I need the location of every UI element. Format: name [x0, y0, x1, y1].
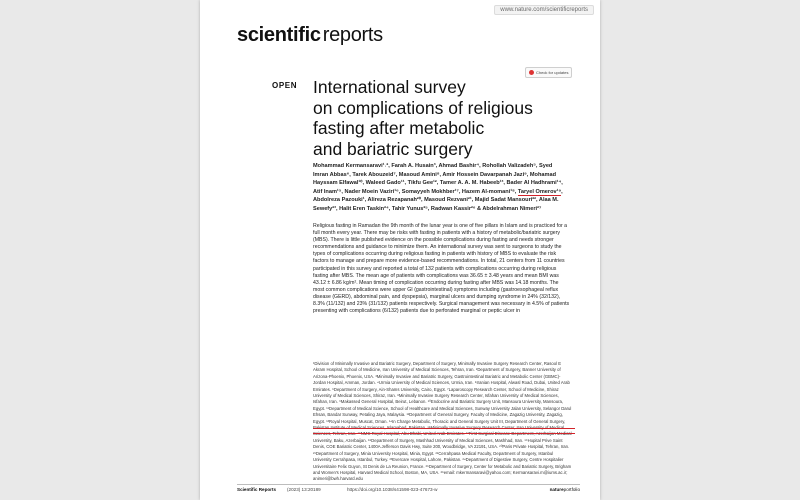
affiliations: ¹Division of Minimally Invasive and Bariatric Surgery, Department of Surgery, Minimally Invasive Surgery Research Center, Rasool E Akram Hospital, School of Medicine, Iran University of Medical Sciences, Tehran, Iran. ²Department of Surgery, Banner University of Arizona-Phoenix, Phoenix, USA. ³Minimally Invasive and Bariatric Surgery, Gastrointestinal Bariatric and Metabolic Center (GBMC)-Jordan Hospital, Amman, Jordan. ⁴Urmia University of Medical Sciences, Urmia, Iran. ⁵Iranian Hospital, Alwasl Road, Dubai, United Arab Emirates. ⁶Department of Surgery, Ain-Shams University, Cairo, Egypt. ⁷Laparoscopy Research Center, School of Medicine, Shiraz University of Medical Sciences, Shiraz, Iran. ⁸Minimally Invasive Surgery Research Center, Isfahan University of Medical Sciences, Isfahan, Iran. ⁹Makassed General Hospital, Beirut, Lebanon. ¹⁰Endocrine and Bariatric Surgery Unit, Mansoura University, Mansoura, Egypt. ¹¹Department of Medical Science, School of Healthcare and Medical Sciences, Sunway University Jalan University, Selangor Darul Ehsan, Bandar Sunway, Petaling Jaya, Malaysia. ¹²Department of General Surgery, Faculty of Medicine, Zagazig University, Zagazig, Egypt. ¹³Royal Hospital, Muscat, Oman. ¹⁴In Charge Metabolic, Thoracic and General Surgery Unit III, Department of General Surgery, Pakistan Institute of Medical Sciences, Islamabad, Pakistan. ¹⁵Minimally Invasive Surgery Research Center, Iran University of Medical Sciences, Tehran, Iran. ¹⁶NMC Royal Hospital, Abu Dhabi, United Arab Emirates. ¹⁷First Surgical Disease Department, Azerbaijan Medical University, Baku, Azerbaijan. ¹⁸Department of Surgery, Mashhad University of Medical Sciences, Mashhad, Iran. ¹⁹Hopital Prive Saint Denis, COE Bariatric Center, 1400A Jefferson Davis Hwy, Suite 200, Woodbridge, VA 22191, USA. ²⁰Paris Private Hospital, Tehran, Iran. ²¹Department of Surgery, Minia University Hospital, Minia, Egypt. ²²Cerrahpasa Medical Faculty, Department of Surgery, Istanbul University Cerrahpasa, Istanbul, Turkey. ²³Evercare Hospital, Lahore, Pakistan. ²⁴Department of Digestive Surgery, Centre Hospitalier Universitaire Felix Guyon, St Denis de La Reunion, France. ²⁵Department of Surgery, Center for Metabolic and Bariatric Surgery, Brigham and Women's Hospital, Harvard Medical School, Boston, MA, USA. ²⁶email: mkermansaravi@yahoo.com; Kermansaravi.m@iums.ac.ir; animeri@bwh.harvard.edu [313, 361, 572, 482]
pdf-page [200, 0, 600, 500]
abstract: Religious fasting in Ramadan the 9th month of the lunar year is one of five pillars in Islam and is practiced for a full month every year. There may be risks with fasting in patients with a history of metabolic/bariatric surgery (MBS). There is little published evidence on the possible complications during fasting and needs stronger recommendations and guidance to minimize them. An international survey was sent to surgeons to study the types of complications occurring during religious fasting in patients with history of MBS to evaluate the risk factors to manage and prepare more evidence-based recommendations. In total, 21 centers from 11 countries participated in this survey and reported a total of 132 patients with complications occurring during religious fasting after MBS. The mean age of patients with complications was 36.65 ± 3.48 years and mean BMI was 43.12 ± 6.86 kg/m². Mean timing of complication occurring during fasting after MBS was 14.18 months. The most common complications were upper GI (gastrointestinal) symptoms including (gastroesophageal reflux disease (GERD), abdominal pain, and dyspepsia), marginal ulcers and dumping syndrome in 24% (32/132), 8.3% (11/132) and 23% (31/132) patients respectively. Surgical management was necessary in 4.5% of patients presenting with complications (6/132) patients due to perforated marginal or peptic ulcer in [313, 223, 570, 315]
publisher-bold: nature [549, 487, 564, 492]
footer-divider [237, 484, 580, 485]
title-line: and bariatric surgery [313, 138, 473, 159]
footer-journal: Scientific Reports [237, 487, 277, 492]
check-for-updates-label: Check for updates [536, 70, 569, 75]
title-line: on complications of religious [313, 97, 533, 118]
authors-part-2: , Abdolreza Pazouki¹, Alireza Rezapanah²⁰, Masoud Rezvani²¹, Majid Sadat Mansouri²², Alaa M. Sewefy²³, Halit Eren Taskin²⁴, Tahir Yunus²⁵, Radwan Kassir²⁶ & Abdelrahman Nimeri²⁷ [313, 188, 563, 212]
footer-citation: (2023) 13:20189 [287, 487, 321, 492]
open-access-label: OPEN [272, 81, 298, 90]
authors-part-1: Mohammad Kermansaravi¹˒², Farah A. Husain³, Ahmad Bashir⁴, Rohollah Valizadeh⁵, Syed Imran Abbas⁶, Tarek Abouzeid⁷, Masoud Amini⁸, Amir Hossein Davarpanah Jazi⁹, Mohamad Hayssam Elfawal¹⁰, Waleed Gado¹¹, Tikfu Gee¹², Tamer A. A. M. Habeeb¹³, Bader Al Hadhrami¹⁴, Atif Inam¹⁵, Nader Moein Vaziri¹⁶, Somayyeh Mokhber¹⁷, Hazem Al-momani¹⁸, [313, 163, 563, 195]
journal-name-bold: scientific [237, 24, 321, 46]
title-line: International survey [313, 77, 466, 97]
footer-doi-link[interactable]: https://doi.org/10.1038/s41598-023-47673-w [347, 487, 438, 492]
page-footer [237, 487, 580, 492]
journal-name-regular: reports [322, 24, 383, 46]
url-label[interactable] [494, 5, 594, 15]
highlighted-author: Taryel Omerov¹⁹ [517, 188, 562, 195]
publisher-logo [550, 487, 580, 492]
article-title [313, 77, 583, 159]
journal-logo [237, 24, 383, 47]
crossmark-icon [529, 70, 534, 75]
publisher-light: portfolio [563, 487, 580, 492]
title-line: fasting after metabolic [313, 118, 485, 138]
url-text: www.nature.com/scientificreports [500, 7, 588, 13]
author-list [313, 162, 563, 214]
